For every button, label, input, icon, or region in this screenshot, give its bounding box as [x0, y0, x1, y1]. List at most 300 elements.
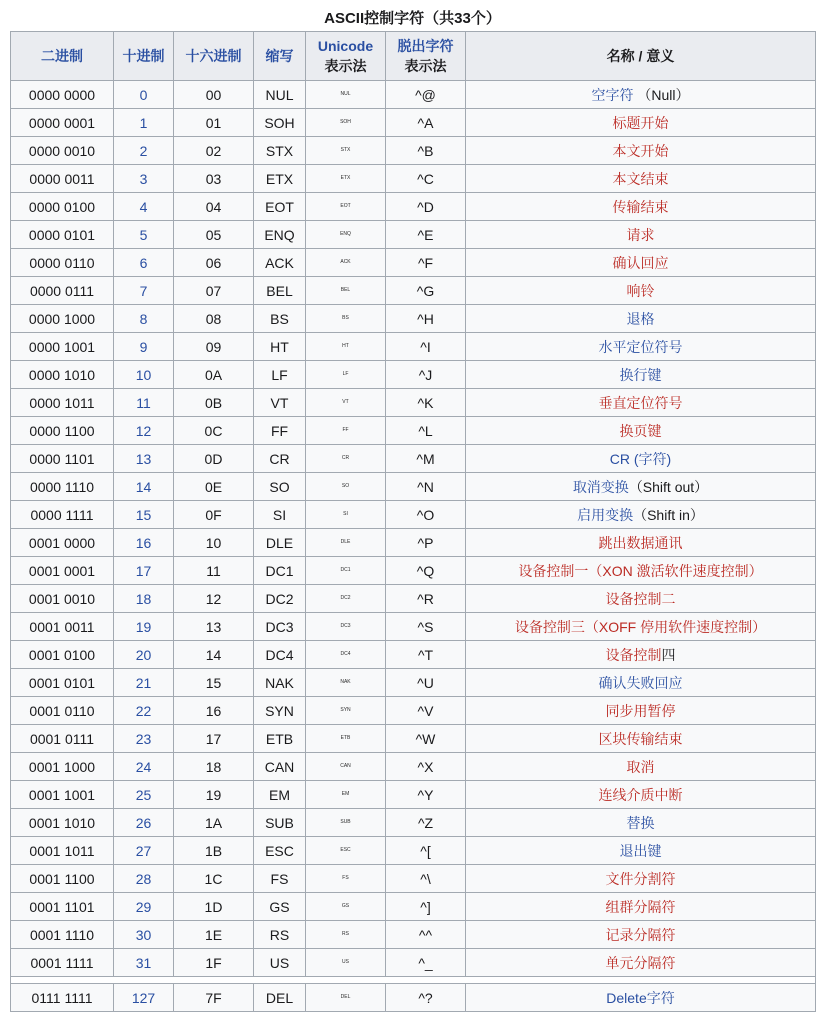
name-link[interactable]: 响铃: [626, 282, 655, 299]
hex-cell: 1E: [174, 921, 254, 949]
binary-cell: 0001 0011: [11, 613, 114, 641]
hex-cell: 18: [174, 753, 254, 781]
binary-cell: 0001 0010: [11, 585, 114, 613]
unicode-pic-cell: [306, 445, 386, 473]
decimal-link[interactable]: 7: [139, 282, 148, 299]
decimal-link[interactable]: 27: [135, 842, 152, 859]
escape-cell: ^B: [386, 137, 466, 165]
decimal-link[interactable]: 29: [135, 898, 152, 915]
unicode-pic-cell: [306, 137, 386, 165]
control-picture-icon: DC4: [340, 651, 351, 657]
column-header-name: [466, 32, 816, 81]
decimal-cell: [114, 165, 174, 193]
column-header-binary[interactable]: [11, 32, 114, 81]
binary-header-link[interactable]: 二进制: [41, 48, 83, 64]
header-row: [11, 32, 816, 81]
unicode-pic-cell: [306, 865, 386, 893]
unicode-pic-cell: [306, 109, 386, 137]
binary-cell: 0001 1111: [11, 949, 114, 977]
table-row: [11, 529, 816, 557]
unicode-pic-cell: [306, 949, 386, 977]
decimal-link[interactable]: 0: [139, 86, 148, 103]
decimal-cell: [114, 809, 174, 837]
binary-cell: 0001 0111: [11, 725, 114, 753]
name-header-label: 名称 / 意义: [606, 48, 675, 64]
name-link[interactable]: 垂直定位符号: [598, 394, 683, 411]
decimal-cell: [114, 641, 174, 669]
escape-cell: ^W: [386, 725, 466, 753]
decimal-cell: [114, 725, 174, 753]
abbr-cell: EM: [254, 781, 306, 809]
escape-cell: ^U: [386, 669, 466, 697]
hex-cell: 02: [174, 137, 254, 165]
ascii-control-characters-table: [10, 31, 816, 1012]
abbr-cell: SI: [254, 501, 306, 529]
unicode-header-sub: 表示法: [324, 58, 367, 74]
decimal-link[interactable]: 22: [135, 702, 152, 719]
name-link[interactable]: 设备控制: [605, 646, 662, 663]
abbr-cell: DEL: [254, 984, 306, 1012]
name-link[interactable]: 记录分隔符: [605, 926, 676, 943]
decimal-link[interactable]: 26: [135, 814, 152, 831]
name-link[interactable]: 设备控制一（XON 激活软件速度控制）: [518, 562, 763, 579]
binary-cell: 0001 1000: [11, 753, 114, 781]
name-plain-text: （Shift out）: [628, 478, 709, 495]
decimal-link[interactable]: 24: [135, 758, 152, 775]
abbr-cell: DC1: [254, 557, 306, 585]
table-row: [11, 165, 816, 193]
name-plain-text: （Shift in）: [633, 506, 704, 523]
table-row: [11, 949, 816, 977]
control-picture-icon: ETB: [340, 735, 351, 741]
binary-cell: 0001 1011: [11, 837, 114, 865]
escape-cell: ^L: [386, 417, 466, 445]
name-cell: [466, 501, 816, 529]
name-link[interactable]: 跳出数据通讯: [598, 534, 683, 551]
column-header-abbr[interactable]: [254, 32, 306, 81]
escape-cell: ^D: [386, 193, 466, 221]
name-link[interactable]: Delete字符: [606, 989, 675, 1006]
binary-cell: 0001 1101: [11, 893, 114, 921]
abbr-cell: CR: [254, 445, 306, 473]
escape-cell: ^Q: [386, 557, 466, 585]
name-cell: [466, 865, 816, 893]
name-cell: [466, 361, 816, 389]
escape-cell: ^G: [386, 277, 466, 305]
abbr-header-link[interactable]: 缩写: [265, 48, 294, 64]
abbr-cell: ESC: [254, 837, 306, 865]
escape-cell: ^A: [386, 109, 466, 137]
table-row: [11, 613, 816, 641]
control-picture-icon: US: [342, 959, 349, 965]
control-picture-icon: EM: [341, 791, 350, 797]
name-link[interactable]: 空字符: [591, 86, 634, 103]
abbr-cell: BS: [254, 305, 306, 333]
table-row: [11, 389, 816, 417]
binary-cell: 0000 0111: [11, 277, 114, 305]
decimal-cell: [114, 389, 174, 417]
name-cell: [466, 613, 816, 641]
name-link[interactable]: 本文开始: [612, 142, 669, 159]
table-row: [11, 809, 816, 837]
table-row: [11, 277, 816, 305]
name-cell: [466, 81, 816, 109]
control-picture-icon: DEL: [340, 994, 351, 1000]
abbr-cell: DLE: [254, 529, 306, 557]
unicode-pic-cell: [306, 277, 386, 305]
name-link[interactable]: 本文结束: [612, 170, 669, 187]
decimal-cell: [114, 81, 174, 109]
decimal-cell: [114, 529, 174, 557]
abbr-cell: SUB: [254, 809, 306, 837]
unicode-pic-cell: [306, 725, 386, 753]
decimal-cell: [114, 781, 174, 809]
unicode-pic-cell: [306, 613, 386, 641]
name-link[interactable]: 连线介质中断: [598, 786, 683, 803]
binary-cell: 0000 0101: [11, 221, 114, 249]
binary-cell: 0000 0010: [11, 137, 114, 165]
decimal-cell: [114, 984, 174, 1012]
name-cell: [466, 984, 816, 1012]
hex-cell: 1B: [174, 837, 254, 865]
control-picture-icon: ACK: [340, 259, 351, 265]
abbr-cell: ETX: [254, 165, 306, 193]
name-link[interactable]: CR (字符): [609, 450, 672, 467]
name-link[interactable]: 替换: [626, 814, 655, 831]
control-picture-icon: FS: [342, 875, 349, 881]
abbr-cell: SO: [254, 473, 306, 501]
binary-cell: 0001 0110: [11, 697, 114, 725]
name-cell: [466, 837, 816, 865]
unicode-pic-cell: [306, 697, 386, 725]
table-row: [11, 837, 816, 865]
escape-cell: ^]: [386, 893, 466, 921]
decimal-link[interactable]: 10: [135, 366, 152, 383]
name-cell: [466, 529, 816, 557]
binary-cell: 0000 1000: [11, 305, 114, 333]
decimal-link[interactable]: 5: [139, 226, 148, 243]
binary-cell: 0000 1011: [11, 389, 114, 417]
unicode-pic-cell: [306, 809, 386, 837]
decimal-link[interactable]: 127: [131, 989, 156, 1006]
control-picture-icon: BS: [342, 315, 349, 321]
decimal-link[interactable]: 3: [139, 170, 148, 187]
hex-cell: 19: [174, 781, 254, 809]
decimal-cell: [114, 893, 174, 921]
name-link[interactable]: 区块传输结束: [598, 730, 683, 747]
unicode-pic-cell: [306, 221, 386, 249]
decimal-link[interactable]: 15: [135, 506, 152, 523]
decimal-link[interactable]: 2: [139, 142, 148, 159]
decimal-link[interactable]: 19: [135, 618, 152, 635]
abbr-cell: US: [254, 949, 306, 977]
control-picture-icon: DLE: [340, 539, 351, 545]
decimal-link[interactable]: 8: [139, 310, 148, 327]
escape-cell: ^R: [386, 585, 466, 613]
abbr-cell: EOT: [254, 193, 306, 221]
decimal-link[interactable]: 17: [135, 562, 152, 579]
decimal-link[interactable]: 9: [139, 338, 148, 355]
hex-cell: 1C: [174, 865, 254, 893]
column-header-unicode[interactable]: [306, 32, 386, 81]
decimal-cell: [114, 949, 174, 977]
name-link[interactable]: 传输结束: [612, 198, 669, 215]
name-cell: [466, 557, 816, 585]
escape-cell: ^X: [386, 753, 466, 781]
control-picture-icon: BEL: [340, 287, 351, 293]
table-body: [11, 81, 816, 1012]
hex-cell: 0A: [174, 361, 254, 389]
name-link[interactable]: 退出键: [619, 842, 662, 859]
name-link[interactable]: 退格: [626, 310, 655, 327]
escape-header-link[interactable]: 脱出字符: [397, 38, 454, 54]
unicode-pic-cell: [306, 921, 386, 949]
column-header-escape[interactable]: [386, 32, 466, 81]
decimal-link[interactable]: 16: [135, 534, 152, 551]
control-picture-icon: VT: [342, 399, 349, 405]
control-picture-icon: SYN: [340, 707, 351, 713]
decimal-link[interactable]: 11: [136, 394, 151, 411]
binary-cell: 0000 0100: [11, 193, 114, 221]
name-cell: [466, 137, 816, 165]
binary-cell: 0000 1001: [11, 333, 114, 361]
hex-cell: 07: [174, 277, 254, 305]
abbr-cell: VT: [254, 389, 306, 417]
table-row: [11, 361, 816, 389]
escape-cell: ^\: [386, 865, 466, 893]
decimal-link[interactable]: 6: [139, 254, 148, 271]
decimal-cell: [114, 669, 174, 697]
escape-cell: ^Z: [386, 809, 466, 837]
escape-cell: ^[: [386, 837, 466, 865]
unicode-pic-cell: [306, 361, 386, 389]
escape-cell: ^F: [386, 249, 466, 277]
escape-cell: ^^: [386, 921, 466, 949]
unicode-pic-cell: [306, 501, 386, 529]
decimal-cell: [114, 613, 174, 641]
unicode-pic-cell: [306, 781, 386, 809]
decimal-cell: [114, 865, 174, 893]
control-picture-icon: SI: [343, 511, 348, 517]
decimal-link[interactable]: 18: [135, 590, 152, 607]
decimal-cell: [114, 333, 174, 361]
table-row: [11, 753, 816, 781]
hex-cell: 1D: [174, 893, 254, 921]
name-link[interactable]: 确认失败回应: [598, 674, 683, 691]
name-cell: [466, 193, 816, 221]
binary-cell: 0001 0100: [11, 641, 114, 669]
decimal-cell: [114, 305, 174, 333]
name-cell: [466, 949, 816, 977]
name-cell: [466, 221, 816, 249]
binary-cell: 0001 0000: [11, 529, 114, 557]
escape-cell: ^M: [386, 445, 466, 473]
unicode-pic-cell: [306, 893, 386, 921]
binary-cell: 0000 0110: [11, 249, 114, 277]
binary-cell: 0001 1110: [11, 921, 114, 949]
hex-cell: 1F: [174, 949, 254, 977]
decimal-header-link[interactable]: 十进制: [122, 48, 165, 64]
control-picture-icon: CR: [341, 455, 350, 461]
binary-cell: 0001 1100: [11, 865, 114, 893]
binary-cell: 0000 1010: [11, 361, 114, 389]
unicode-pic-cell: [306, 641, 386, 669]
name-link[interactable]: 标题开始: [612, 114, 669, 131]
name-cell: [466, 249, 816, 277]
control-picture-icon: HT: [342, 343, 349, 349]
escape-cell: ^N: [386, 473, 466, 501]
hex-cell: 04: [174, 193, 254, 221]
binary-cell: 0001 1010: [11, 809, 114, 837]
table-row: [11, 697, 816, 725]
abbr-cell: STX: [254, 137, 306, 165]
binary-cell: 0000 0001: [11, 109, 114, 137]
control-picture-icon: STX: [340, 147, 351, 153]
escape-cell: ^T: [386, 641, 466, 669]
decimal-cell: [114, 557, 174, 585]
name-cell: [466, 641, 816, 669]
table-row: [11, 249, 816, 277]
unicode-pic-cell: [306, 389, 386, 417]
table-row: [11, 445, 816, 473]
abbr-cell: DC2: [254, 585, 306, 613]
decimal-cell: [114, 249, 174, 277]
name-cell: [466, 109, 816, 137]
unicode-pic-cell: [306, 753, 386, 781]
name-cell: [466, 333, 816, 361]
name-link[interactable]: 取消: [626, 758, 655, 775]
decimal-link[interactable]: 25: [135, 786, 152, 803]
decimal-cell: [114, 193, 174, 221]
decimal-link[interactable]: 12: [135, 422, 152, 439]
table-row: [11, 221, 816, 249]
abbr-cell: NAK: [254, 669, 306, 697]
decimal-link[interactable]: 23: [135, 730, 152, 747]
hex-cell: 11: [174, 557, 254, 585]
decimal-cell: [114, 109, 174, 137]
name-cell: [466, 585, 816, 613]
decimal-cell: [114, 473, 174, 501]
abbr-cell: FS: [254, 865, 306, 893]
unicode-header-link[interactable]: Unicode: [317, 38, 374, 54]
name-cell: [466, 165, 816, 193]
decimal-link[interactable]: 14: [135, 478, 152, 495]
decimal-cell: [114, 501, 174, 529]
binary-cell: 0000 1100: [11, 417, 114, 445]
name-cell: [466, 473, 816, 501]
decimal-link[interactable]: 28: [135, 870, 152, 887]
name-link[interactable]: 同步用暂停: [605, 702, 676, 719]
decimal-cell: [114, 753, 174, 781]
name-cell: [466, 753, 816, 781]
control-picture-icon: RS: [342, 931, 349, 937]
name-link[interactable]: 水平定位符号: [598, 338, 683, 355]
table-row: [11, 109, 816, 137]
decimal-link[interactable]: 13: [135, 450, 152, 467]
unicode-pic-cell: [306, 193, 386, 221]
table-row: [11, 417, 816, 445]
name-cell: [466, 305, 816, 333]
escape-cell: ^V: [386, 697, 466, 725]
table-row: [11, 585, 816, 613]
escape-cell: ^S: [386, 613, 466, 641]
table-row: [11, 333, 816, 361]
decimal-link[interactable]: 1: [139, 114, 148, 131]
control-picture-icon: DC3: [340, 623, 351, 629]
table-row: [11, 193, 816, 221]
unicode-pic-cell: [306, 473, 386, 501]
unicode-pic-cell: [306, 669, 386, 697]
decimal-cell: [114, 361, 174, 389]
binary-cell: 0001 0001: [11, 557, 114, 585]
decimal-link[interactable]: 20: [135, 646, 152, 663]
escape-cell: ^O: [386, 501, 466, 529]
escape-cell: ^J: [386, 361, 466, 389]
abbr-cell: LF: [254, 361, 306, 389]
table-row: [11, 557, 816, 585]
unicode-pic-cell: [306, 81, 386, 109]
hex-cell: 0B: [174, 389, 254, 417]
table-row: [11, 305, 816, 333]
hex-cell: 16: [174, 697, 254, 725]
name-cell: [466, 697, 816, 725]
name-link[interactable]: 设备控制三（XOFF 停用软件速度控制）: [514, 618, 767, 635]
decimal-link[interactable]: 30: [135, 926, 152, 943]
control-picture-icon: EOT: [340, 203, 351, 209]
abbr-cell: SYN: [254, 697, 306, 725]
abbr-cell: ETB: [254, 725, 306, 753]
escape-cell: ^?: [386, 984, 466, 1012]
name-link[interactable]: 请求: [626, 226, 655, 243]
control-picture-icon: DC2: [340, 595, 351, 601]
control-picture-icon: ETX: [340, 175, 351, 181]
decimal-cell: [114, 221, 174, 249]
name-plain-text: （Null）: [633, 86, 690, 103]
binary-cell: 0001 0101: [11, 669, 114, 697]
decimal-link[interactable]: 21: [135, 674, 152, 691]
hex-cell: 0C: [174, 417, 254, 445]
escape-cell: ^H: [386, 305, 466, 333]
decimal-link[interactable]: 31: [135, 954, 152, 971]
decimal-link[interactable]: 4: [139, 198, 148, 215]
control-picture-icon: GS: [341, 903, 350, 909]
column-header-hex[interactable]: [174, 32, 254, 81]
table-row: [11, 781, 816, 809]
name-link[interactable]: 换页键: [619, 422, 662, 439]
table-row: [11, 865, 816, 893]
name-cell: [466, 277, 816, 305]
name-link[interactable]: 启用变换: [577, 506, 634, 523]
abbr-cell: DC3: [254, 613, 306, 641]
hex-cell: 17: [174, 725, 254, 753]
name-link[interactable]: 换行键: [619, 366, 662, 383]
name-link[interactable]: 组群分隔符: [605, 898, 676, 915]
name-link[interactable]: 确认回应: [612, 254, 669, 271]
escape-cell: ^K: [386, 389, 466, 417]
binary-cell: 0000 0011: [11, 165, 114, 193]
decimal-cell: [114, 417, 174, 445]
name-link[interactable]: 设备控制二: [605, 590, 676, 607]
column-header-decimal[interactable]: [114, 32, 174, 81]
name-link[interactable]: 文件分割符: [605, 870, 676, 887]
name-link[interactable]: 单元分隔符: [605, 954, 676, 971]
name-cell: [466, 669, 816, 697]
name-link[interactable]: 取消变换: [572, 478, 629, 495]
binary-cell: 0111 1111: [11, 984, 114, 1012]
hex-header-link[interactable]: 十六进制: [185, 48, 242, 64]
table-row: [11, 725, 816, 753]
escape-header-sub: 表示法: [404, 58, 447, 74]
